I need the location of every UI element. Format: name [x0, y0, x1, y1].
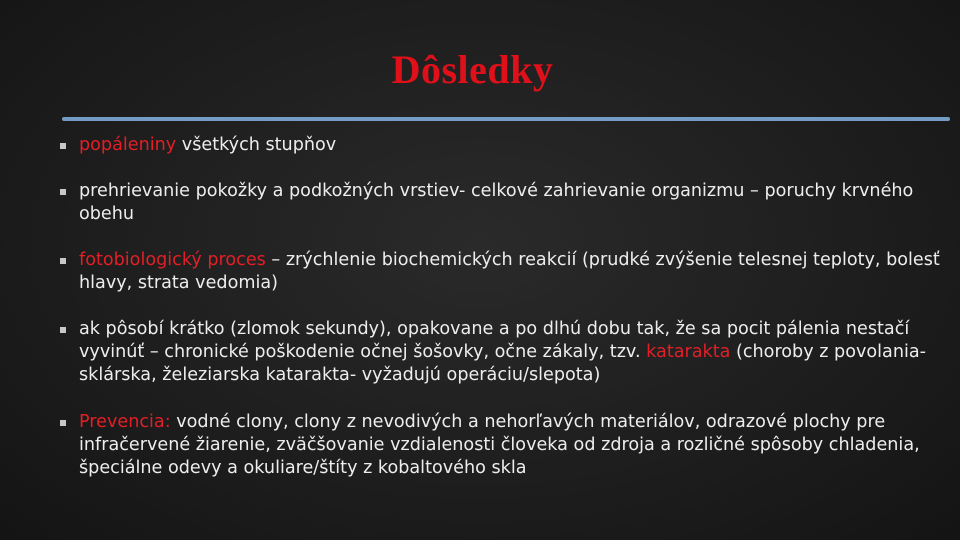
square-bullet-icon	[60, 327, 66, 333]
bullet-text: ak pôsobí krátko (zlomok sekundy), opakovane a po dlhú dobu tak, že sa pocit pálenia nestačí vyvinúť – chronické poškodenie očnej šošovky, očne zákaly, tzv.	[79, 319, 910, 362]
bullet-text: – zrýchlenie biochemických reakcií (prudké zvýšenie telesnej teploty, bolesť hlavy, strata vedomia)	[79, 250, 940, 293]
list-item	[58, 411, 948, 480]
highlight-term: Prevencia:	[79, 412, 171, 432]
bullet-text: prehrievanie pokožky a podkožných vrstiev- celkové zahrievanie organizmu – poruchy krvného obehu	[79, 181, 914, 224]
title-divider	[62, 117, 950, 121]
square-bullet-icon	[60, 143, 66, 149]
bullet-text: vodné clony, clony z nevodivých a nehorľavých materiálov, odrazové plochy pre infračervené žiarenie, zväčšovanie vzdialenosti človeka od zdroja a rozličné spôsoby chladenia, špeciálne odevy a okuliare/štíty z kobaltového skla	[79, 412, 920, 478]
list-item	[58, 249, 948, 295]
square-bullet-icon	[60, 258, 66, 264]
highlight-term: popáleniny	[79, 135, 177, 155]
list-item	[58, 134, 336, 157]
bullet-text: (choroby z povolania- sklárska, železiarska katarakta- vyžadujú operáciu/slepota)	[79, 342, 927, 385]
bullet-text: všetkých stupňov	[176, 135, 337, 155]
list-item	[58, 180, 948, 226]
square-bullet-icon	[60, 420, 66, 426]
highlight-term: fotobiologický proces	[79, 250, 266, 270]
list-item	[58, 318, 948, 387]
slide-title: Dôsledky	[391, 47, 554, 92]
square-bullet-icon	[60, 189, 66, 195]
highlight-term: katarakta	[646, 342, 731, 362]
